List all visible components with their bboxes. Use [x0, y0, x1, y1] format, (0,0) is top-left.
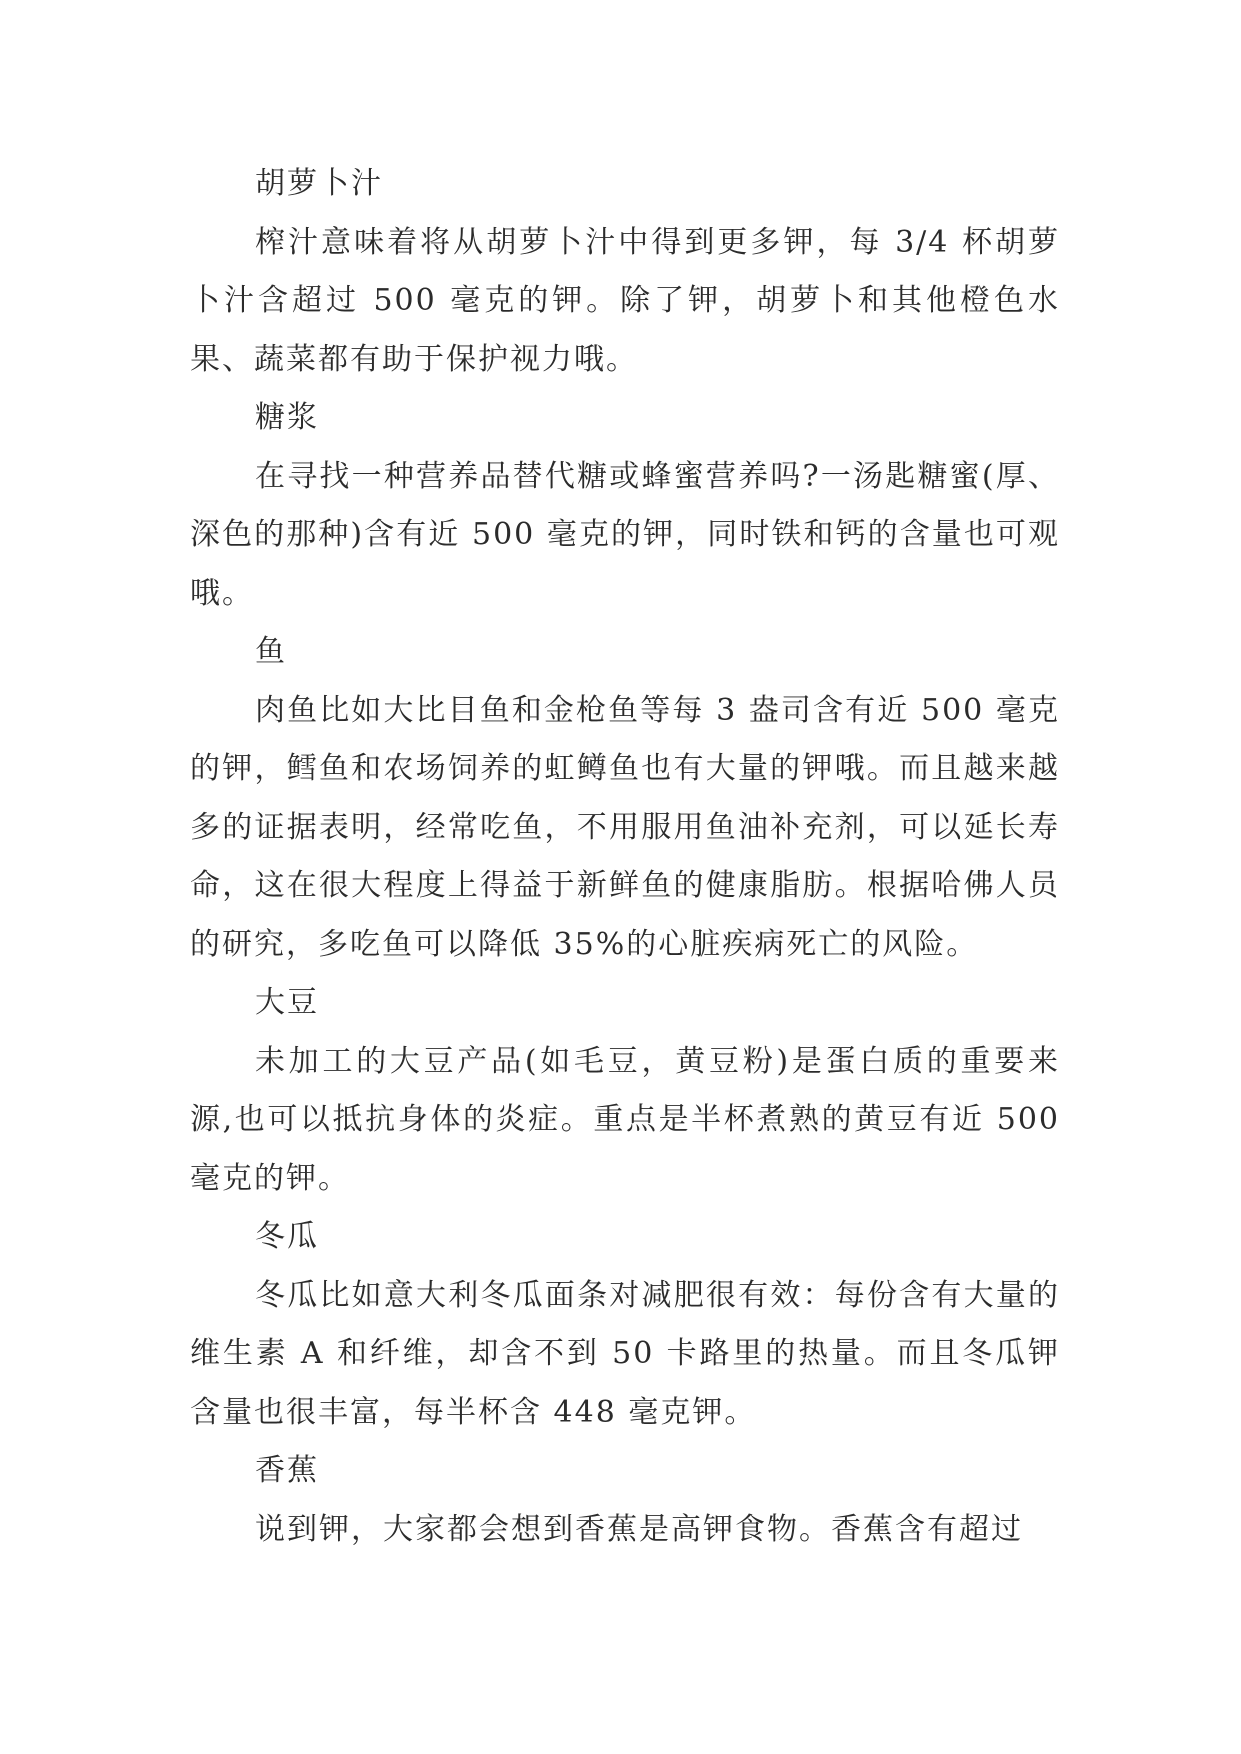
section-body-fish: 肉鱼比如大比目鱼和金枪鱼等每 3 盎司含有近 500 毫克的钾，鳕鱼和农场饲养的虹鳟鱼也有大量的钾哦。而且越来越多的证据表明，经常吃鱼，不用服用鱼油补充剂，可以延长寿命，这在很大程度上得益于新鲜鱼的健康脂肪。根据哈佛人员的研究，多吃鱼可以降低 35%的心脏疾病死亡的风险。: [190, 692, 1060, 962]
section-heading-banana: 香蕉: [255, 1453, 319, 1488]
section-heading-carrot-juice: 胡萝卜汁: [255, 166, 383, 201]
section-body-banana: 说到钾，大家都会想到香蕉是高钾食物。香蕉含有超过: [255, 1511, 1023, 1547]
section-heading-fish: 鱼: [255, 634, 287, 669]
document-page: [190, 155, 1060, 1559]
section-heading-soybean: 大豆: [255, 985, 319, 1020]
section-body-winter-melon: 冬瓜比如意大利冬瓜面条对减肥很有效：每份含有大量的维生素 A 和纤维，却含不到 50 卡路里的热量。而且冬瓜钾含量也很丰富，每半杯含 448 毫克钾。: [190, 1277, 1060, 1430]
section-heading-molasses: 糖浆: [255, 400, 319, 435]
section-body-molasses: 在寻找一种营养品替代糖或蜂蜜营养吗?一汤匙糖蜜(厚、深色的那种)含有近 500 毫克的钾，同时铁和钙的含量也可观哦。: [190, 458, 1060, 611]
section-body-soybean: 未加工的大豆产品(如毛豆，黄豆粉)是蛋白质的重要来源,也可以抵抗身体的炎症。重点是半杯煮熟的黄豆有近 500 毫克的钾。: [190, 1043, 1060, 1196]
section-heading-winter-melon: 冬瓜: [255, 1219, 319, 1254]
section-body-carrot-juice: 榨汁意味着将从胡萝卜汁中得到更多钾，每 3/4 杯胡萝卜汁含超过 500 毫克的钾。除了钾，胡萝卜和其他橙色水果、蔬菜都有助于保护视力哦。: [190, 224, 1060, 377]
